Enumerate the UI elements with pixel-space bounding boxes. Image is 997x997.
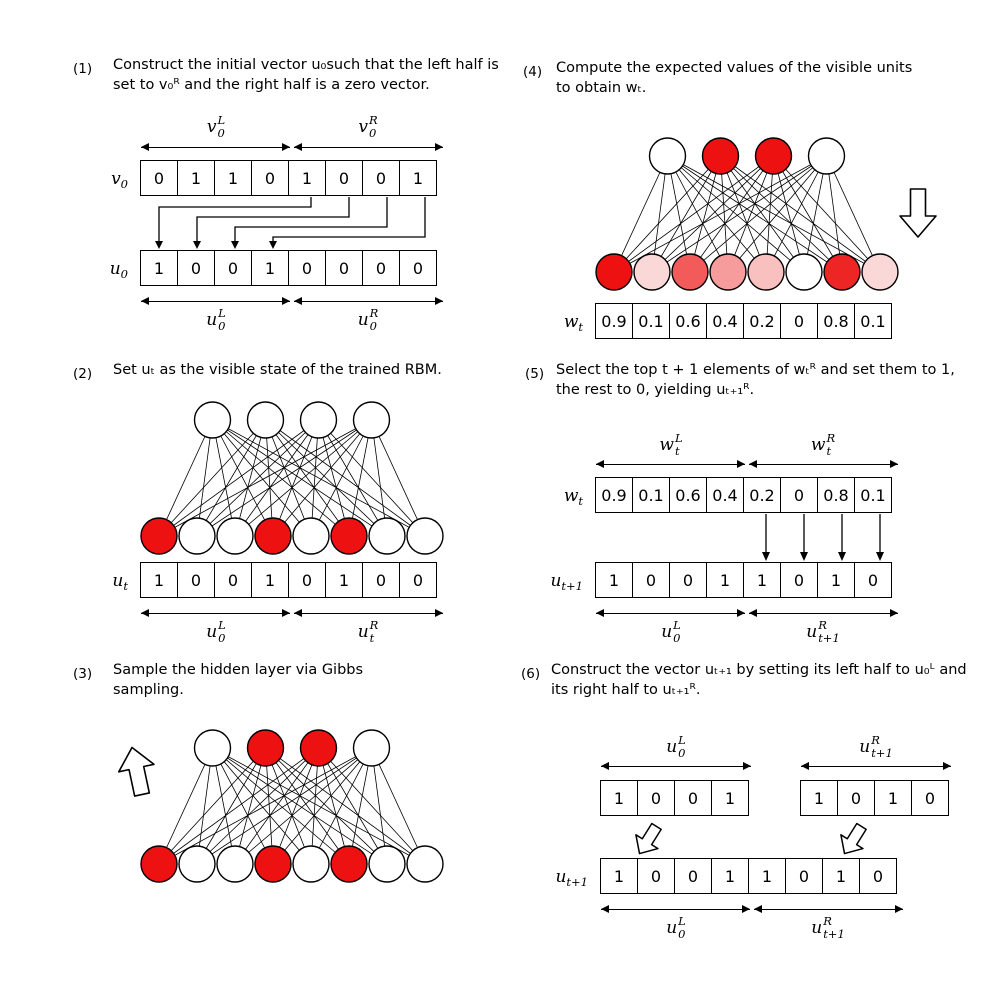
hidden-unit [301, 402, 337, 438]
vector-cell: 1 [595, 562, 633, 598]
vector-cell: 1 [325, 562, 363, 598]
visible-unit [141, 518, 177, 554]
vector-cell: 0.1 [854, 477, 892, 513]
vector-cell: 0.2 [743, 477, 781, 513]
visible-unit [255, 518, 291, 554]
vector-cell: 1 [214, 160, 252, 196]
vector-cell: 0.4 [706, 477, 744, 513]
vector-cell: 0 [214, 562, 252, 598]
span-arrow-right-half [801, 766, 951, 767]
vector-cell: 1 [177, 160, 215, 196]
step-6-text: Construct the vector uₜ₊₁ by setting its left half to u₀ᴸ and its right half to uₜ₊₁ᴿ. [551, 662, 967, 698]
visible-unit [179, 846, 215, 882]
vector-cell: 0 [637, 858, 675, 894]
vector-cell: 1 [748, 858, 786, 894]
vector-wt [595, 477, 892, 513]
label-u0L: u L 0 [661, 618, 681, 646]
vector-cell: 1 [822, 858, 860, 894]
vector-cell: 1 [251, 562, 289, 598]
vector-cell: 0 [780, 303, 818, 339]
step-5-text: Select the top t + 1 elements of wₜᴿ and set them to 1, the rest to 0, yielding uₜ₊₁ᴿ. [556, 362, 955, 398]
vector-cell: 1 [706, 562, 744, 598]
vector-cell: 1 [140, 562, 178, 598]
step-5-number: (5) [525, 366, 545, 382]
vector-cell: 1 [817, 562, 855, 598]
visible-unit [217, 518, 253, 554]
visible-unit [748, 254, 784, 290]
copy-arrows-v0R-to-u0L [140, 197, 444, 250]
vector-cell: 0 [325, 250, 363, 286]
label-ut1R-bottom: u R t+1 [811, 914, 845, 942]
vector-cell: 0 [362, 562, 400, 598]
rbm-network [132, 398, 452, 558]
hidden-unit [703, 138, 739, 174]
label-u0: u 0 [109, 259, 128, 281]
label-utR: u R t [357, 618, 379, 646]
span-arrow-u0R [294, 301, 443, 302]
rbm-network [587, 134, 907, 294]
visible-unit [217, 846, 253, 882]
label-wt: w t [563, 486, 583, 508]
step-2-number: (2) [73, 366, 93, 382]
label-v0L: v L 0 [206, 113, 226, 141]
step-2-text: Set uₜ as the visible state of the trained RBM. [113, 362, 442, 378]
hidden-unit [756, 138, 792, 174]
vector-cell: 1 [711, 780, 749, 816]
step-3-number: (3) [73, 666, 93, 682]
label-u0R: u R 0 [357, 306, 379, 334]
vector-v0 [140, 160, 437, 196]
hidden-unit [248, 730, 284, 766]
span-arrow-u0L [596, 613, 745, 614]
label-wt: w t [563, 312, 583, 334]
visible-unit [596, 254, 632, 290]
vector-cell: 1 [140, 250, 178, 286]
rbm-step-3 [132, 726, 452, 890]
vector-u0L-half [600, 780, 749, 816]
vector-cell: 1 [288, 160, 326, 196]
visible-unit [369, 846, 405, 882]
vector-cell: 0 [251, 160, 289, 196]
visible-unit [824, 254, 860, 290]
vector-cell: 0 [854, 562, 892, 598]
vector-cell: 0.9 [595, 477, 633, 513]
label-v0R: v R 0 [358, 113, 378, 141]
hidden-unit [809, 138, 845, 174]
vector-cell: 0 [785, 858, 823, 894]
vector-cell: 0.1 [632, 303, 670, 339]
label-ut: u t [112, 571, 128, 593]
vector-cell: 0 [780, 562, 818, 598]
vector-u0 [140, 250, 437, 286]
hidden-unit [195, 730, 231, 766]
select-arrows-wtR-to-ut1R [595, 514, 899, 562]
visible-unit [369, 518, 405, 554]
vector-cell: 0.1 [632, 477, 670, 513]
vector-cell: 0 [214, 250, 252, 286]
label-u0L: u L 0 [206, 618, 226, 646]
vector-cell: 1 [800, 780, 838, 816]
vector-cell: 0.6 [669, 477, 707, 513]
vector-cell: 0 [669, 562, 707, 598]
visible-unit [634, 254, 670, 290]
step-1-number: (1) [73, 61, 93, 77]
step-4-text: Compute the expected values of the visible units to obtain wₜ. [556, 60, 913, 96]
span-arrow-u0L [141, 613, 290, 614]
vector-ut1R-half [800, 780, 949, 816]
label-ut1: u t+1 [555, 867, 588, 889]
span-arrow-v0L [141, 147, 290, 148]
vector-cell: 0 [399, 250, 437, 286]
hidden-unit [195, 402, 231, 438]
visible-unit [141, 846, 177, 882]
vector-cell: 0.4 [706, 303, 744, 339]
visible-unit [672, 254, 708, 290]
vector-cell: 0 [288, 250, 326, 286]
vector-ut1 [595, 562, 892, 598]
visible-unit [293, 846, 329, 882]
visible-unit [255, 846, 291, 882]
vector-cell: 1 [743, 562, 781, 598]
span-arrow-v0R [294, 147, 443, 148]
vector-cell: 0.9 [595, 303, 633, 339]
vector-cell: 0 [325, 160, 363, 196]
span-arrow-utR [294, 613, 443, 614]
down-arrow-icon [897, 186, 939, 240]
rbm-step-2 [132, 398, 452, 562]
vector-cell: 0 [637, 780, 675, 816]
vector-cell: 0 [674, 858, 712, 894]
visible-unit [293, 518, 329, 554]
label-u0L-top: u L 0 [666, 733, 686, 761]
visible-unit [407, 846, 443, 882]
span-arrow-wtR [749, 464, 898, 465]
vector-cell: 0 [177, 562, 215, 598]
label-u0L-bottom: u L 0 [666, 914, 686, 942]
vector-cell: 0 [674, 780, 712, 816]
hidden-unit [650, 138, 686, 174]
vector-cell: 0.1 [854, 303, 892, 339]
visible-unit [179, 518, 215, 554]
span-arrow-ut1R [749, 613, 898, 614]
span-arrow-u0L [141, 301, 290, 302]
rbm-step-4 [587, 134, 907, 298]
visible-unit [862, 254, 898, 290]
vector-cell: 0.8 [817, 303, 855, 339]
step-3-text: Sample the hidden layer via Gibbs sampling. [113, 662, 364, 698]
vector-cell: 0 [362, 250, 400, 286]
hidden-unit [354, 730, 390, 766]
visible-unit [407, 518, 443, 554]
vector-cell: 0 [288, 562, 326, 598]
label-ut1: u t+1 [550, 571, 583, 593]
label-wtR: w R t [810, 431, 836, 459]
vector-cell: 0.2 [743, 303, 781, 339]
hidden-unit [248, 402, 284, 438]
vector-ut [140, 562, 437, 598]
vector-cell: 0 [177, 250, 215, 286]
label-u0L: u L 0 [206, 306, 226, 334]
vector-cell: 1 [600, 858, 638, 894]
vector-cell: 0 [399, 562, 437, 598]
vector-cell: 0 [140, 160, 178, 196]
label-ut1R-top: u R t+1 [859, 733, 893, 761]
visible-unit [331, 518, 367, 554]
vector-cell: 0 [837, 780, 875, 816]
span-arrow-ut1R [754, 909, 903, 910]
label-wtL: w L t [659, 431, 683, 459]
vector-ut1 [600, 858, 897, 894]
rbm-network [132, 726, 452, 886]
vector-cell: 0.8 [817, 477, 855, 513]
span-arrow-u0L [601, 909, 750, 910]
step-1-text: Construct the initial vector u₀such that the left half is set to v₀ᴿ and the right half is a zero vector. [113, 57, 499, 93]
vector-cell: 1 [874, 780, 912, 816]
span-arrow-wtL [596, 464, 745, 465]
visible-unit [710, 254, 746, 290]
visible-unit [786, 254, 822, 290]
label-ut1R: u R t+1 [806, 618, 840, 646]
label-v0: v 0 [111, 169, 128, 191]
step-6-number: (6) [521, 666, 541, 682]
vector-cell: 0 [859, 858, 897, 894]
visible-unit [331, 846, 367, 882]
vector-cell: 1 [399, 160, 437, 196]
hidden-unit [354, 402, 390, 438]
span-arrow-left-half [601, 766, 751, 767]
step-4-number: (4) [523, 64, 543, 80]
hidden-unit [301, 730, 337, 766]
vector-cell: 1 [711, 858, 749, 894]
vector-cell: 1 [251, 250, 289, 286]
vector-wt [595, 303, 892, 339]
vector-cell: 0 [780, 477, 818, 513]
vector-cell: 0 [911, 780, 949, 816]
vector-cell: 0.6 [669, 303, 707, 339]
vector-cell: 0 [362, 160, 400, 196]
vector-cell: 1 [600, 780, 638, 816]
vector-cell: 0 [632, 562, 670, 598]
